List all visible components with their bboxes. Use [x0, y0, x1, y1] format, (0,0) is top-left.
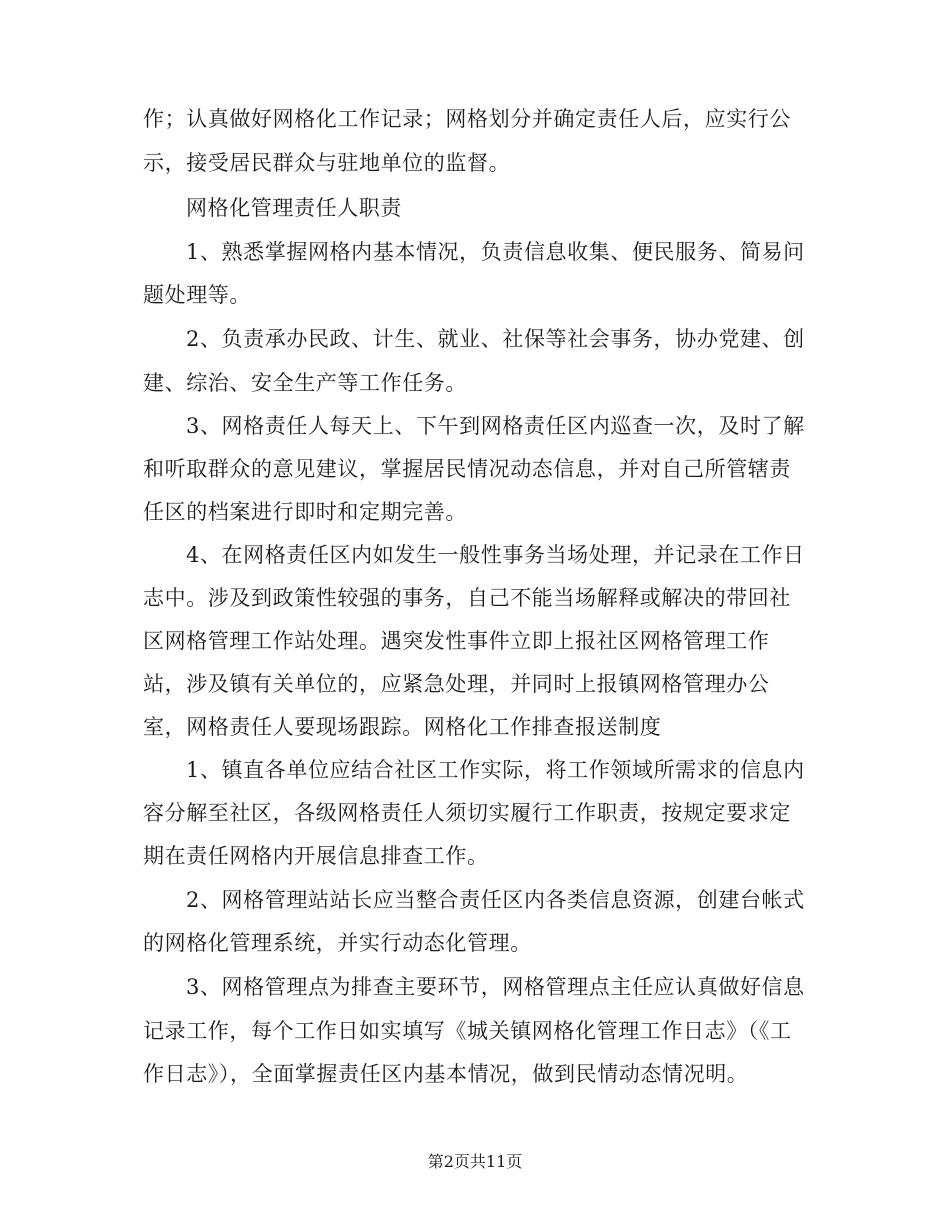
text-line: 作日志》），全面掌握责任区内基本情况，做到民情动态情况明。 — [143, 1062, 749, 1086]
text-line: 记录工作，每个工作日如实填写《城关镇网格化管理工作日志》（《工 — [143, 1019, 792, 1043]
section-heading: 网格化管理责任人职责 — [186, 196, 402, 220]
text-line: 题处理等。 — [143, 283, 251, 307]
text-line: 容分解至社区，各级网格责任人须切实履行工作职责，按规定要求定 — [143, 801, 791, 825]
text-line: 作；认真做好网格化工作记录；网格划分并确定责任人后，应实行公 — [143, 107, 791, 131]
text-line: 示，接受居民群众与驻地单位的监督。 — [143, 151, 511, 175]
text-line: 站，涉及镇有关单位的，应紧急处理，并同时上报镇网格管理办公 — [143, 672, 770, 696]
text-line: 2、负责承办民政、计生、就业、社保等社会事务，协办党建、创 — [186, 327, 805, 351]
text-line: 期在责任网格内开展信息排查工作。 — [143, 844, 489, 868]
text-line: 2、网格管理站站长应当整合责任区内各类信息资源，创建台帐式 — [186, 888, 805, 912]
page-number-footer: 第2页共11页 — [427, 1152, 523, 1171]
text-line: 3、网格管理点为排查主要环节，网格管理点主任应认真做好信息 — [186, 975, 805, 999]
text-line: 1、熟悉掌握网格内基本情况，负责信息收集、便民服务、简易问 — [186, 240, 805, 264]
text-line: 任区的档案进行即时和定期完善。 — [143, 500, 467, 524]
text-line: 建、综治、安全生产等工作任务。 — [143, 371, 467, 395]
text-line: 3、网格责任人每天上、下午到网格责任区内巡查一次，及时了解 — [186, 414, 805, 438]
text-line: 室，网格责任人要现场跟踪。网格化工作排查报送制度 — [143, 715, 662, 739]
text-line: 4、在网格责任区内如发生一般性事务当场处理，并记录在工作日 — [186, 543, 805, 567]
text-line: 1、镇直各单位应结合社区工作实际，将工作领域所需求的信息内 — [186, 758, 805, 782]
text-line: 的网格化管理系统，并实行动态化管理。 — [143, 931, 532, 955]
text-line: 志中。涉及到政策性较强的事务，自己不能当场解释或解决的带回社 — [143, 586, 791, 610]
text-line: 和听取群众的意见建议，掌握居民情况动态信息，并对自己所管辖责 — [143, 457, 791, 481]
text-line: 区网格管理工作站处理。遇突发性事件立即上报社区网格管理工作 — [143, 629, 770, 653]
